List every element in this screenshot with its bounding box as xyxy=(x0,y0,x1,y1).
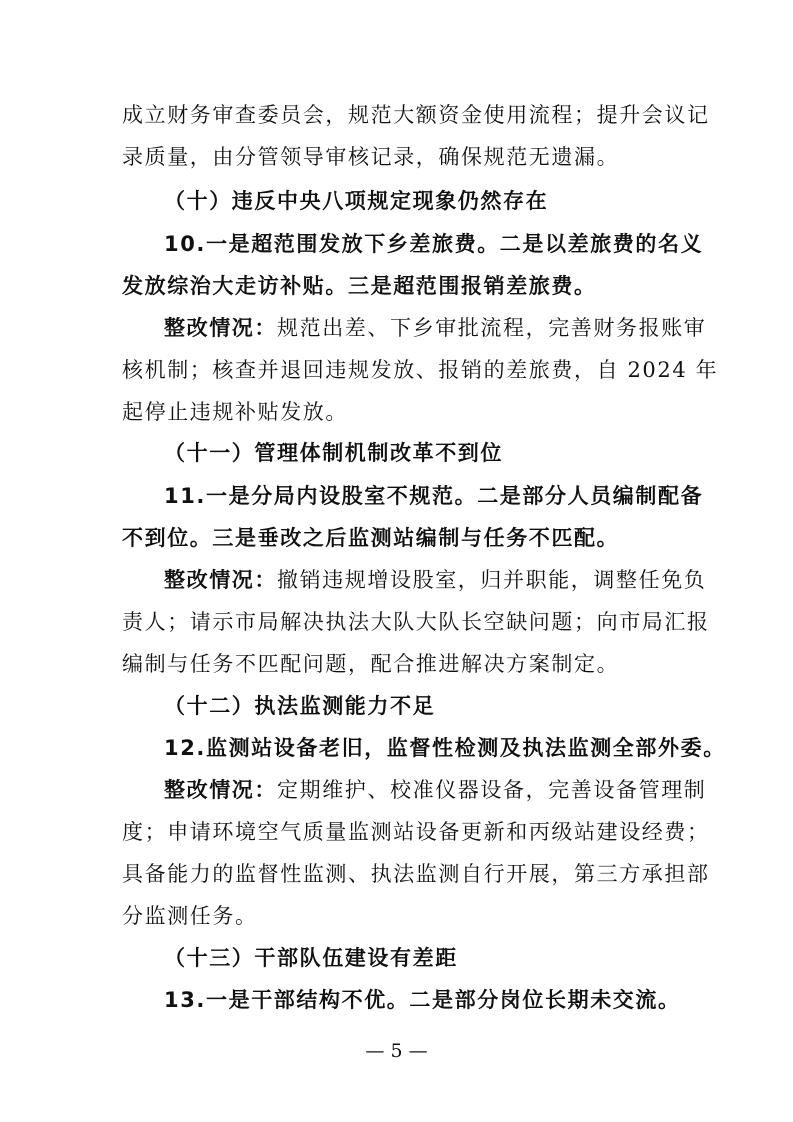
rectification-label: 整改情况： xyxy=(164,316,277,340)
section-heading-11: （十一）管理体制机制改革不到位 xyxy=(164,441,503,465)
rectification-11-line: 编制与任务不匹配问题，配合推进解决方案制定。 xyxy=(122,652,620,676)
issue-13-line: 13.一是干部结构不优。二是部分岗位长期未交流。 xyxy=(164,988,681,1012)
issue-11-line: 11.一是分局内设股室不规范。二是部分人员编制配备 xyxy=(164,484,704,508)
section-heading-10: （十）违反中央八项规定现象仍然存在 xyxy=(164,189,549,213)
issue-10-line: 发放综治大走访补贴。三是超范围报销差旅费。 xyxy=(122,274,597,298)
rectification-label: 整改情况： xyxy=(164,778,277,802)
section-heading-13: （十三）干部队伍建设有差距 xyxy=(164,946,458,970)
issue-10-line: 10.一是超范围发放下乡差旅费。二是以差旅费的名义 xyxy=(164,232,704,256)
rectification-11-line xyxy=(164,565,707,595)
rectification-11-line: 责人；请示市局解决执法大队大队长空缺问题；向市局汇报 xyxy=(122,610,710,634)
rectification-12-line: 具备能力的监督性监测、执法监测自行开展，第三方承担部 xyxy=(122,862,710,886)
issue-12-line: 12.监测站设备老旧，监督性检测及执法监测全部外委。 xyxy=(164,736,726,760)
rectification-text: 规范出差、下乡审批流程，完善财务报账审 xyxy=(277,316,707,340)
rectification-10-line: 核机制；核查并退回违规发放、报销的差旅费，自 2024 年 xyxy=(122,358,719,382)
section-heading-12: （十二）执法监测能力不足 xyxy=(164,694,436,718)
rectification-text: 定期维护、校准仪器设备，完善设备管理制 xyxy=(277,778,707,802)
rectification-label: 整改情况： xyxy=(164,568,277,592)
rectification-12-line: 度；申请环境空气质量监测站设备更新和丙级站建设经费； xyxy=(122,820,710,844)
paragraph-line: 成立财务审查委员会，规范大额资金使用流程；提升会议记 xyxy=(122,103,710,127)
rectification-12-line xyxy=(164,775,707,805)
rectification-10-line xyxy=(164,313,707,343)
issue-11-line: 不到位。三是垂改之后监测站编制与任务不匹配。 xyxy=(122,526,620,550)
rectification-10-line: 起停止违规补贴发放。 xyxy=(122,400,348,424)
page-number: — 5 — xyxy=(365,1040,428,1062)
paragraph-line: 录质量，由分管领导审核记录，确保规范无遗漏。 xyxy=(122,145,620,169)
rectification-text: 撤销违规增设股室，归并职能，调整任免负 xyxy=(277,568,707,592)
rectification-12-line: 分监测任务。 xyxy=(122,904,258,928)
